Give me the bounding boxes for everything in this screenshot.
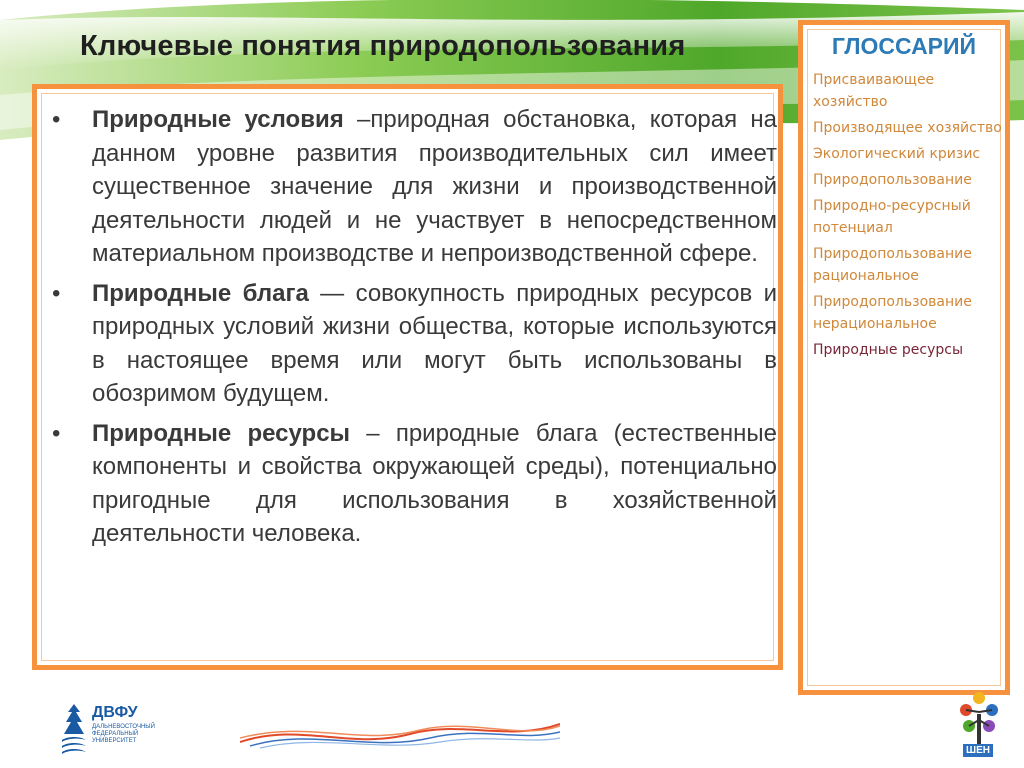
bullet: • <box>52 279 61 307</box>
shen-badge <box>955 690 1003 760</box>
bullet: • <box>52 106 61 133</box>
definition-text: — совокупность природных ресурсов и природных условий жизни общества, которые используются в настоящее время или могут быть использованы в обозримом будущем. <box>92 279 777 407</box>
science-tree-icon <box>955 690 1003 746</box>
dvfu-emblem-icon <box>58 702 90 760</box>
definition-term: Природные ресурсы <box>92 419 351 447</box>
glossary-title: ГЛОССАРИЙ <box>831 33 977 59</box>
glossary-list <box>813 69 1003 365</box>
glossary-item[interactable]: Присваивающее хозяйство <box>813 72 935 110</box>
list-item <box>52 417 777 551</box>
slide-title: Ключевые понятия природопользования <box>80 30 686 62</box>
definitions-list <box>52 103 778 557</box>
glossary-item[interactable]: Производящее хозяйство <box>813 120 1002 136</box>
list-item <box>52 103 778 271</box>
definition-term: Природные условия <box>92 106 344 133</box>
definition-text: –природная обстановка, которая на данном уровне развития производительных сил имеет существенное значение для жизни и производственной деятельности людей и не участвует в непосредственном материальном производстве и непроизводственной сфере. <box>92 106 778 267</box>
list-item <box>52 277 777 411</box>
glossary-item[interactable]: Природопользование рациональное <box>813 246 972 284</box>
logo-name: ДВФУ <box>92 704 138 721</box>
definitions-panel <box>32 84 783 670</box>
glossary-item[interactable]: Природно-ресурсный потенциал <box>813 198 971 236</box>
shen-label: ШЕН <box>963 744 993 757</box>
glossary-panel <box>798 20 1010 695</box>
glossary-item[interactable]: Экологический кризис <box>813 146 981 162</box>
dvfu-logo <box>58 702 155 760</box>
glossary-item[interactable]: Природные ресурсы <box>813 342 964 358</box>
glossary-item[interactable]: Природопользование нерациональное <box>813 294 972 332</box>
definition-text: – природные блага (естественные компоненты и свойства окружающей среды), потенциально пригодные для использования в хозяйственной деятельности человека. <box>92 419 777 547</box>
glossary-item[interactable]: Природопользование <box>813 172 972 188</box>
definition-term: Природные блага <box>92 279 309 307</box>
decorative-wave <box>240 712 560 754</box>
bullet: • <box>52 419 61 447</box>
logo-subtitle: ДАЛЬНЕВОСТОЧНЫЙ ФЕДЕРАЛЬНЫЙ УНИВЕРСИТЕТ <box>92 724 155 744</box>
